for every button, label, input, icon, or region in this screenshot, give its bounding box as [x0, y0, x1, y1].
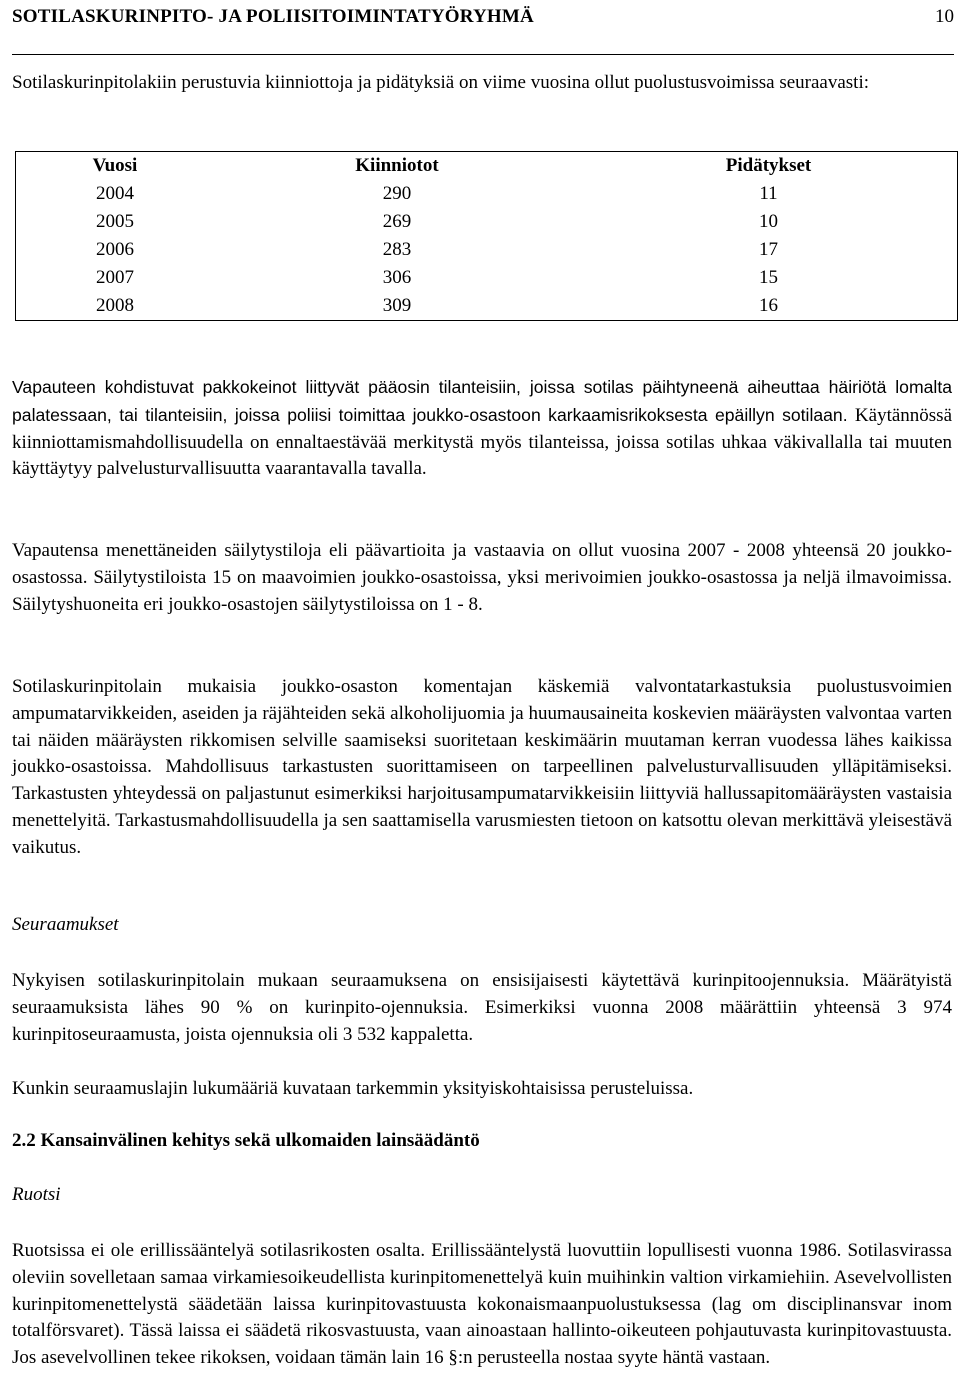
page-number: 10 [935, 6, 954, 27]
statistics-table [15, 151, 958, 321]
table-cell: 306 [382, 267, 412, 288]
header-title: SOTILASKURINPITO- JA POLIISITOIMINTATYÖRYHMÄ [12, 6, 534, 27]
table-cell: 2006 [95, 239, 134, 260]
page-header [12, 4, 954, 55]
paragraph-nykyisen: Nykyisen sotilaskurinpitolain mukaan seuraamuksena on ensisijaisesti käytettävä kurinpitoojennuksia. Määrätyistä seuraamuksista lähes 90 % on kurinpito-ojennuksia. Esimerkiksi vuonna 2008 määrättiin yhteensä 3 974 kurinpitoseuraamusta, joista ojennuksia oli 3 532 kappaletta. [12, 970, 952, 1045]
table-cell: 2007 [95, 267, 134, 288]
table-cell: 2008 [95, 295, 134, 316]
table-cell: 10 [759, 211, 778, 232]
table-row [16, 292, 958, 321]
table-cell: 16 [759, 295, 778, 316]
table-row [16, 264, 958, 292]
paragraph-vapauteen: Vapauteen kohdistuvat pakkokeinot liittyvät pääosin tilanteisiin, joissa sotilas päihtyneenä aiheuttaa häiriötä lomalta palatessaan, tai tilanteisiin, joissa poliisi toimittaa joukko-osastoon karkaamisrikoksesta epäillyn sotilaan. [12, 377, 952, 425]
table-header-row [16, 152, 958, 181]
table-cell: 2004 [95, 183, 134, 204]
table-cell: 2005 [95, 211, 134, 232]
paragraph-kunkin: Kunkin seuraamuslajin lukumääriä kuvataan tarkemmin yksityiskohtaisissa perusteluissa. [12, 1078, 694, 1099]
table-cell: 290 [382, 183, 412, 204]
table-cell: 309 [382, 295, 412, 316]
column-header-year: Vuosi [92, 155, 138, 176]
table-cell: 15 [759, 267, 778, 288]
table-cell: 11 [759, 183, 778, 204]
section-heading: 2.2 Kansainvälinen kehitys sekä ulkomaiden lainsäädäntö [12, 1130, 480, 1151]
table-row [16, 236, 958, 264]
table-row [16, 180, 958, 208]
heading-seuraamukset: Seuraamukset [12, 914, 119, 935]
column-header-detentions: Pidätykset [725, 155, 812, 176]
paragraph-pakkokeinot [12, 374, 952, 483]
column-header-arrests: Kiinniotot [355, 155, 439, 176]
table-row [16, 208, 958, 236]
heading-ruotsi: Ruotsi [12, 1184, 61, 1205]
table-cell: 17 [759, 239, 778, 260]
intro-paragraph: Sotilaskurinpitolakiin perustuvia kiinniottoja ja pidätyksiä on viime vuosina ollut puolustusvoimissa seuraavasti: [12, 72, 870, 93]
paragraph-ruotsi: Ruotsissa ei ole erillissääntelyä sotilasrikosten osalta. Erillissääntelystä luovuttiin lopullisesti vuonna 1986. Sotilasvirassa oleviin sovelletaan samaa virkamiesoikeudellista kurinpitomenettelyä kuin muihinkin valtion virkamiehiin. Asevelvollisten kurinpitomenettelystä säädetään laissa kurinpitovastuusta kokonaismaanpuolustuksessa (lag om disciplinansvar inom totalförsvaret). Tässä laissa ei säädetä rikosvastuusta, vaan ainoastaan hallinto-oikeuteen pohjautuvasta kurinpitovastuusta. Jos asevelvollinen tekee rikoksen, voidaan tämän lain 16 §:n perusteella nostaa syyte häntä vastaan. [12, 1240, 952, 1369]
table-cell: 269 [382, 211, 412, 232]
paragraph-tarkastus: Sotilaskurinpitolain mukaisia joukko-osaston komentajan käskemiä valvontatarkastuksia puolustusvoimien ampumatarvikkeiden, aseiden ja räjähteiden sekä alkoholijuomia ja huumausaineita koskevien määräysten valvontaa varten tai näiden määräysten rikkomisen selville saamiseksi suoritetaan keskimäärin muutaman kerran vuodessa lähes kaikissa joukko-osastoissa. Mahdollisuus tarkastusten suorittamiseen on tarpeellinen palvelusturvallisuuden ylläpitämiseksi. Tarkastusten yhteydessä on paljastunut esimerkiksi harjoitusampumatarvikkeisiin liittyviä hallussapitomääräysten vastaisia menettelyitä. Tarkastusmahdollisuudella ja sen saattamisella varusmiesten tietoon on katsottu olevan merkittävä yleisestävä vaikutus. [12, 676, 952, 858]
table-cell: 283 [382, 239, 412, 260]
paragraph-vapautensa: Vapautensa menettäneiden säilytystiloja eli päävartioita ja vastaavia on ollut vuosina 2007 - 2008 yhteensä 20 joukko-osastossa. Säilytystiloista 15 on maavoimien joukko-osastoissa, yksi merivoimien joukko-osastossa ja neljä ilmavoimissa. Säilytyshuoneita eri joukko-osastojen säilytystiloissa on 1 - 8. [12, 540, 952, 615]
paragraph-kaytannossa: Käytännössä kiinniottamismahdollisuudella on ennaltaestävää merkitystä myös tilanteissa, joissa sotilas uhkaa väkivallalla tai muuten käyttäytyy palvelusturvallisuutta vaarantavalla tavalla. [12, 404, 953, 480]
